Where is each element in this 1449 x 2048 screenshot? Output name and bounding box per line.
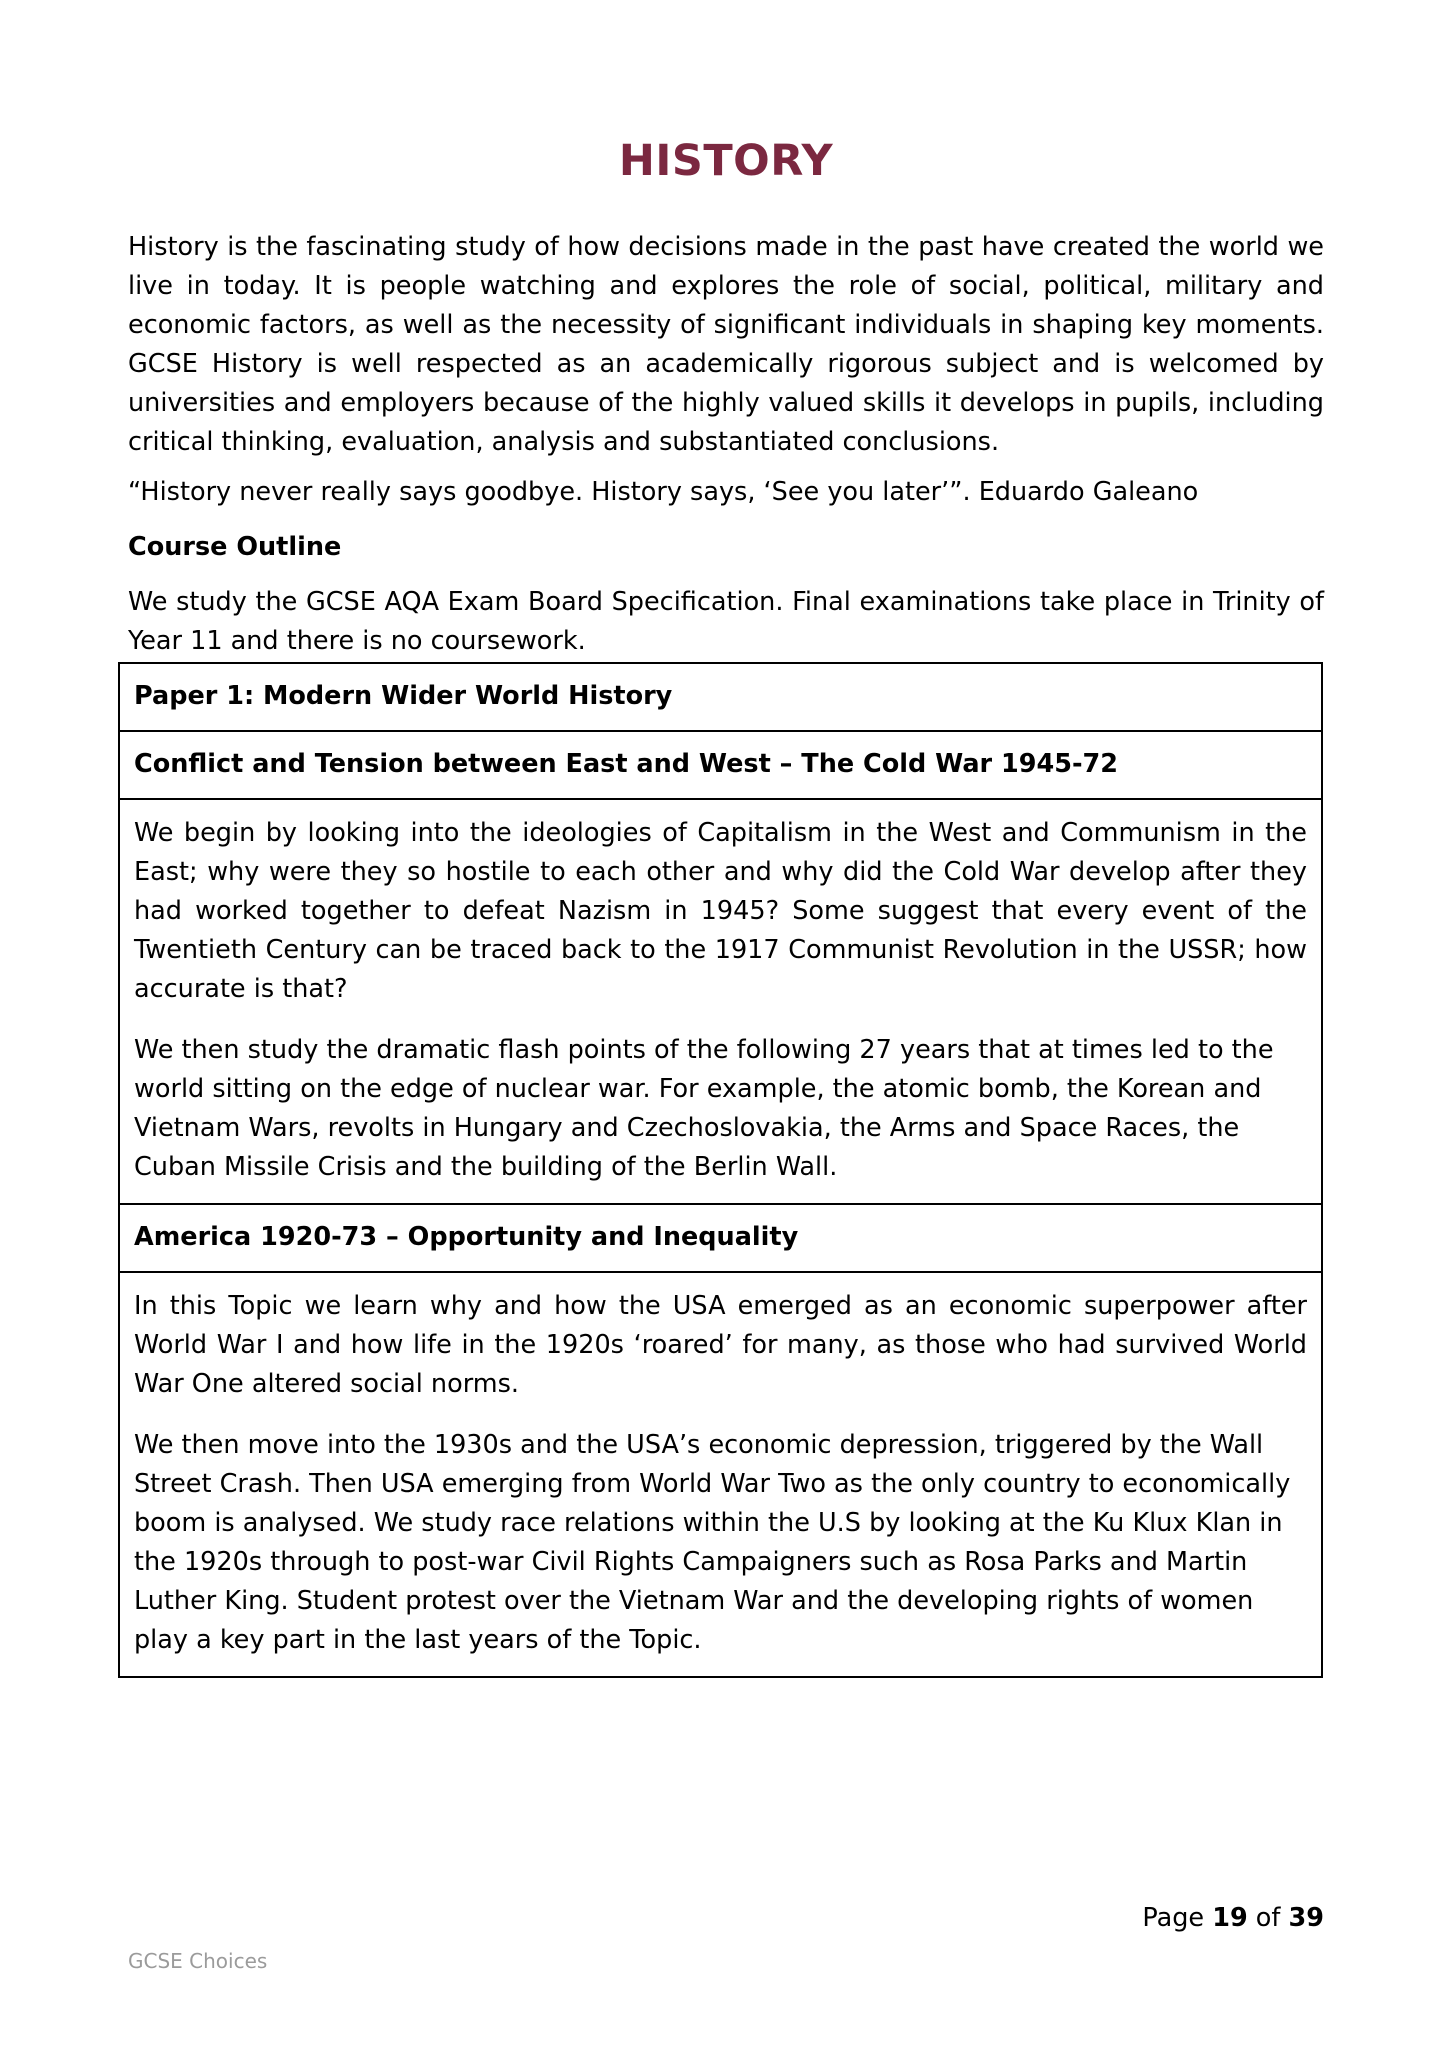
page-middle-label: of bbox=[1247, 1903, 1289, 1933]
footer-document-label: GCSE Choices bbox=[128, 1949, 268, 1973]
table-body-cell bbox=[119, 1272, 1322, 1677]
table-row bbox=[119, 663, 1322, 731]
topic-cold-war-title: Conflict and Tension between East and West – The Cold War 1945-72 bbox=[134, 749, 1119, 779]
table-row bbox=[119, 731, 1322, 799]
table-header-cell bbox=[119, 731, 1322, 799]
paper-1-title: Paper 1: Modern Wider World History bbox=[134, 681, 673, 711]
page-prefix-label: Page bbox=[1142, 1903, 1213, 1933]
total-page-number: 39 bbox=[1288, 1903, 1324, 1933]
america-paragraph-2: We then move into the 1930s and the USA’s economic depression, triggered by the Wall Street Crash. Then USA emerging from World War Two as the only country to economically boom is analysed. We study race relations within the U.S by looking at the Ku Klux Klan in the 1920s through to post-war Civil Rights Campaigners such as Rosa Parks and Martin Luther King. Student protest over the Vietnam War and the developing rights of women play a key part in the last years of the Topic. bbox=[134, 1430, 1291, 1655]
course-outline-paragraph: We study the GCSE AQA Exam Board Specification. Final examinations take place in Trinity of Year 11 and there is no coursework. bbox=[128, 587, 1324, 656]
specification-table bbox=[118, 662, 1323, 1678]
cold-war-paragraph-1: We begin by looking into the ideologies of Capitalism in the West and Communism in the East; why were they so hostile to each other and why did the Cold War develop after they had worked together to defeat Nazism in 1945? Some suggest that every event of the Twentieth Century can be traced back to the 1917 Communist Revolution in the USSR; how accurate is that? bbox=[134, 818, 1307, 1004]
america-paragraph-1: In this Topic we learn why and how the USA emerged as an economic superpower after World War I and how life in the 1920s ‘roared’ for many, as those who had survived World War One altered social norms. bbox=[134, 1291, 1307, 1399]
cold-war-paragraph-2: We then study the dramatic flash points of the following 27 years that at times led to the world sitting on the edge of nuclear war. For example, the atomic bomb, the Korean and Vietnam Wars, revolts in Hungary and Czechoslovakia, the Arms and Space Races, the Cuban Missile Crisis and the building of the Berlin Wall. bbox=[134, 1035, 1274, 1182]
current-page-number: 19 bbox=[1212, 1903, 1248, 1933]
intro-paragraph: History is the fascinating study of how decisions made in the past have created the world we live in today. It is people watching and explores the role of social, political, military and economic factors, as well as the necessity of significant individuals in shaping key moments. GCSE History is well respected as an academically rigorous subject and is welcomed by universities and employers because of the highly valued skills it develops in pupils, including critical thinking, evaluation, analysis and substantiated conclusions. bbox=[128, 232, 1324, 457]
course-outline-section bbox=[128, 583, 1324, 661]
table-header-cell bbox=[119, 663, 1322, 731]
quotation-text: “History never really says goodbye. History says, ‘See you later’”. Eduardo Galeano bbox=[128, 477, 1199, 507]
page-number-footer bbox=[128, 1902, 1324, 1934]
table-row bbox=[119, 799, 1322, 1204]
table-header-cell bbox=[119, 1204, 1322, 1272]
table-row bbox=[119, 1204, 1322, 1272]
table-row bbox=[119, 1272, 1322, 1677]
quote-section bbox=[128, 473, 1324, 512]
page-title: HISTORY bbox=[618, 136, 834, 186]
course-outline-heading: Course Outline bbox=[128, 532, 342, 562]
intro-section bbox=[128, 228, 1324, 462]
specification-table-body bbox=[119, 663, 1322, 1677]
table-body-cell bbox=[119, 799, 1322, 1204]
topic-america-title: America 1920-73 – Opportunity and Inequality bbox=[134, 1222, 799, 1252]
